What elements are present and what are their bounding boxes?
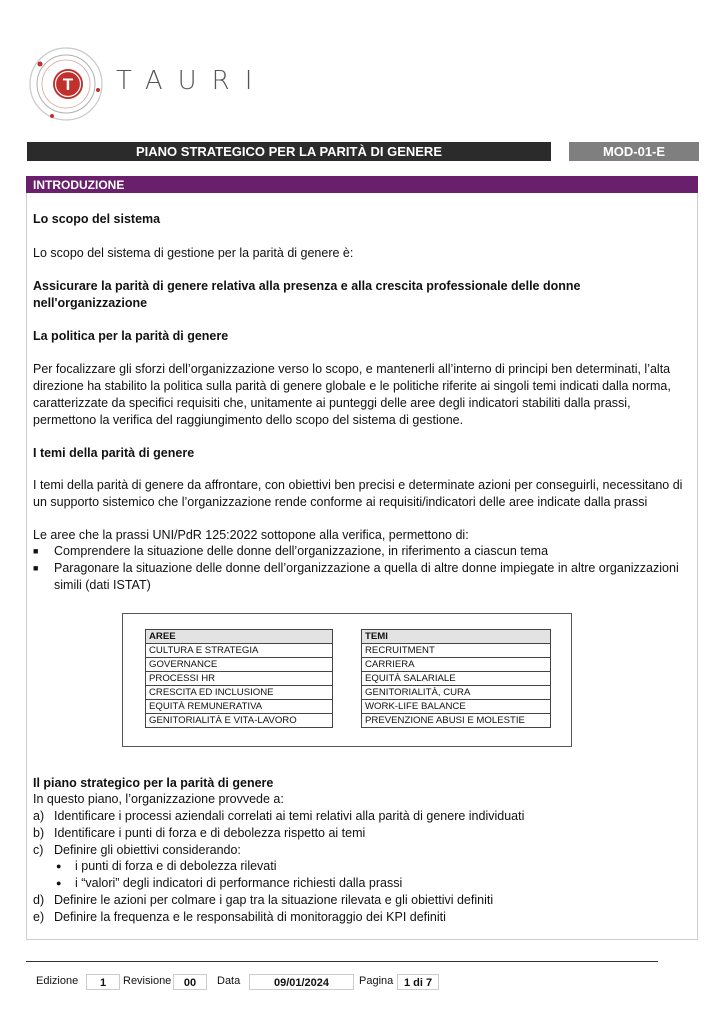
date-label: Data — [217, 975, 241, 987]
plan-list — [33, 808, 693, 926]
revision-label: Revisione — [123, 975, 172, 987]
areas-intro: Le aree che la prassi UNI/PdR 125:2022 sottopone alla verifica, permettono di: — [33, 528, 469, 542]
temi-row: GENITORIALITÀ, CURA — [362, 686, 551, 700]
bullet-item: ■ Paragonare la situazione delle donne dell’organizzazione a quella di altre donne impiegate in altre organizzazioni simili (dati ISTAT) — [33, 561, 679, 592]
edition-value: 1 — [86, 974, 120, 990]
aree-header: AREE — [146, 630, 333, 644]
edition-label: Edizione — [36, 975, 79, 987]
list-item: b) Identificare i punti di forza e di debolezza rispetto ai temi — [33, 825, 366, 840]
temi-row: RECRUITMENT — [362, 644, 551, 658]
date-value: 09/01/2024 — [249, 974, 354, 990]
bullet-square-icon: ■ — [33, 546, 39, 556]
section-title: INTRODUZIONE — [26, 176, 698, 193]
aree-row: CULTURA E STRATEGIA — [146, 644, 333, 658]
themes-text: I temi della parità di genere da affrontare, con obiettivi ben precisi e determinate azioni per conseguirli, necessitano di un supporto sistemico che l’organizzazione rende conforme ai requisiti/indicatori delle aree indicate dalla prassi — [33, 478, 683, 509]
scope-statement: Assicurare la parità di genere relativa alla presenza e alla crescita professionale delle donne nell'organizzazione — [33, 279, 581, 310]
themes-heading: I temi della parità di genere — [33, 446, 195, 460]
sub-list-item: ● i punti di forza e di debolezza rilevati — [56, 859, 277, 874]
bullet-dot-icon: ● — [56, 861, 62, 872]
document-code: MOD-01-E — [569, 142, 699, 161]
temi-row: EQUITÀ SALARIALE — [362, 672, 551, 686]
temi-header: TEMI — [362, 630, 551, 644]
policy-text: Per focalizzare gli sforzi dell’organizzazione verso lo scopo, e mantenerli all’interno di principi ben determinati, l’alta direzione ha stabilito la politica sulla parità di genere globale e le politiche riferite ai singoli temi indicati dalla norma, caratterizzate da specifici requisiti che, unitamente ai punteggi delle aree degli indicatori stabiliti dalla prassi, permettono la verifica del raggiungimento dello scopo del sistema di gestione. — [33, 362, 671, 427]
plan-intro: In questo piano, l’organizzazione provvede a: — [33, 792, 284, 806]
bullet-dot-icon: ● — [56, 878, 62, 889]
plan-heading: Il piano strategico per la parità di genere — [33, 776, 274, 790]
page-value: 1 di 7 — [397, 974, 439, 990]
list-item: a) Identificare i processi aziendali correlati ai temi relativi alla parità di genere individuati — [33, 809, 525, 823]
footer-divider — [26, 961, 658, 962]
bullet-square-icon: ■ — [33, 563, 39, 573]
aree-row: GOVERNANCE — [146, 658, 333, 672]
sub-list-item: ● i “valori” degli indicatori di performance richiesti dalla prassi — [56, 876, 403, 891]
scope-heading: Lo scopo del sistema — [33, 212, 161, 226]
temi-row: WORK-LIFE BALANCE — [362, 700, 551, 714]
page-label: Pagina — [359, 975, 394, 987]
aree-table — [145, 629, 333, 728]
revision-value: 00 — [173, 974, 207, 990]
temi-row: CARRIERA — [362, 658, 551, 672]
aree-row: GENITORIALITÀ E VITA-LAVORO — [146, 714, 333, 728]
logo-wordmark: TAURI — [116, 66, 268, 96]
policy-heading: La politica per la parità di genere — [33, 329, 229, 343]
temi-row: PREVENZIONE ABUSI E MOLESTIE — [362, 714, 551, 728]
aree-row: CRESCITA ED INCLUSIONE — [146, 686, 333, 700]
logo-initial: T — [62, 75, 74, 94]
scope-intro: Lo scopo del sistema di gestione per la parità di genere è: — [33, 246, 354, 260]
temi-table — [361, 629, 551, 728]
list-item: e) Definire la frequenza e le responsabilità di monitoraggio dei KPI definiti — [33, 909, 446, 924]
aree-row: PROCESSI HR — [146, 672, 333, 686]
document-title: PIANO STRATEGICO PER LA PARITÀ DI GENERE — [27, 142, 551, 161]
list-item: c) Definire gli obiettivi considerando: — [33, 842, 241, 857]
list-item: d) Definire le azioni per colmare i gap tra la situazione rilevata e gli obiettivi definiti — [33, 892, 494, 907]
aree-row: EQUITÀ REMUNERATIVA — [146, 700, 333, 714]
bullet-item: ■ Comprendere la situazione delle donne dell’organizzazione, in riferimento a ciascun tema — [33, 544, 549, 558]
